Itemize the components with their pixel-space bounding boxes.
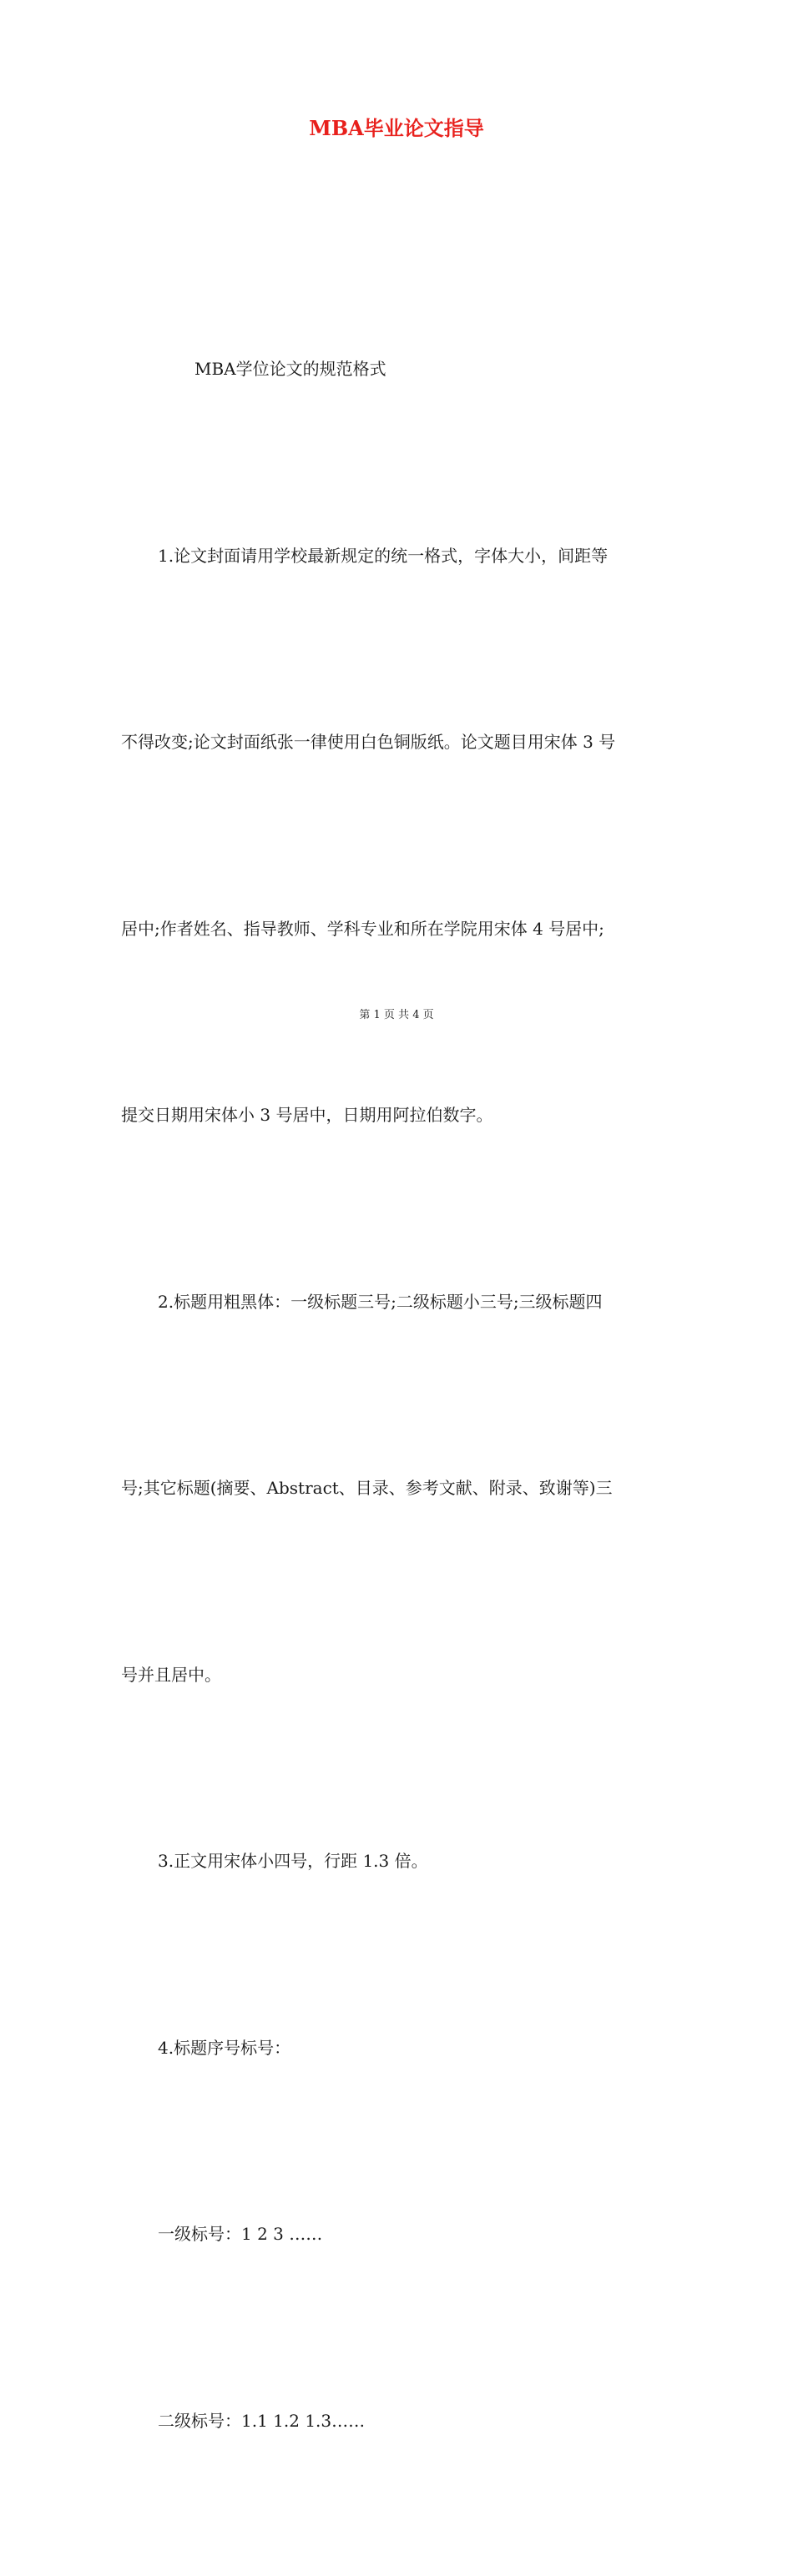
- paragraph-line: 4.标题序号标号：: [158, 2037, 291, 2058]
- paragraph-line: 居中;作者姓名、指导教师、学科专业和所在学院用宋体 4 号居中;: [121, 918, 604, 939]
- paragraph-line: 1.论文封面请用学校最新规定的统一格式，字体大小，间距等: [158, 545, 609, 566]
- paragraph-line: 提交日期用宋体小 3 号居中，日期用阿拉伯数字。: [121, 1105, 493, 1125]
- page-number-footer: 第 1 页 共 4 页: [359, 1009, 434, 1021]
- paragraph-line: 2.标题用粗黑体：一级标题三号;二级标题小三号;三级标题四: [158, 1291, 603, 1312]
- paragraph-line: 号;其它标题(摘要、Abstract、目录、参考文献、附录、致谢等)三: [121, 1478, 613, 1498]
- document-title: MBA毕业论文指导: [309, 116, 484, 140]
- paragraph-line: 号并且居中。: [121, 1664, 221, 1685]
- paragraph-line: 3.正文用宋体小四号，行距 1.3 倍。: [158, 1851, 428, 1871]
- document-body: [121, 214, 674, 2576]
- paragraph-line: 不得改变;论文封面纸张一律使用白色铜版纸。论文题目用宋体 3 号: [121, 732, 616, 752]
- paragraph-line: 一级标号：1 2 3 ……: [158, 2224, 323, 2244]
- section-heading: MBA学位论文的规范格式: [194, 359, 386, 379]
- paragraph-line: 二级标号：1.1 1.2 1.3……: [158, 2410, 366, 2431]
